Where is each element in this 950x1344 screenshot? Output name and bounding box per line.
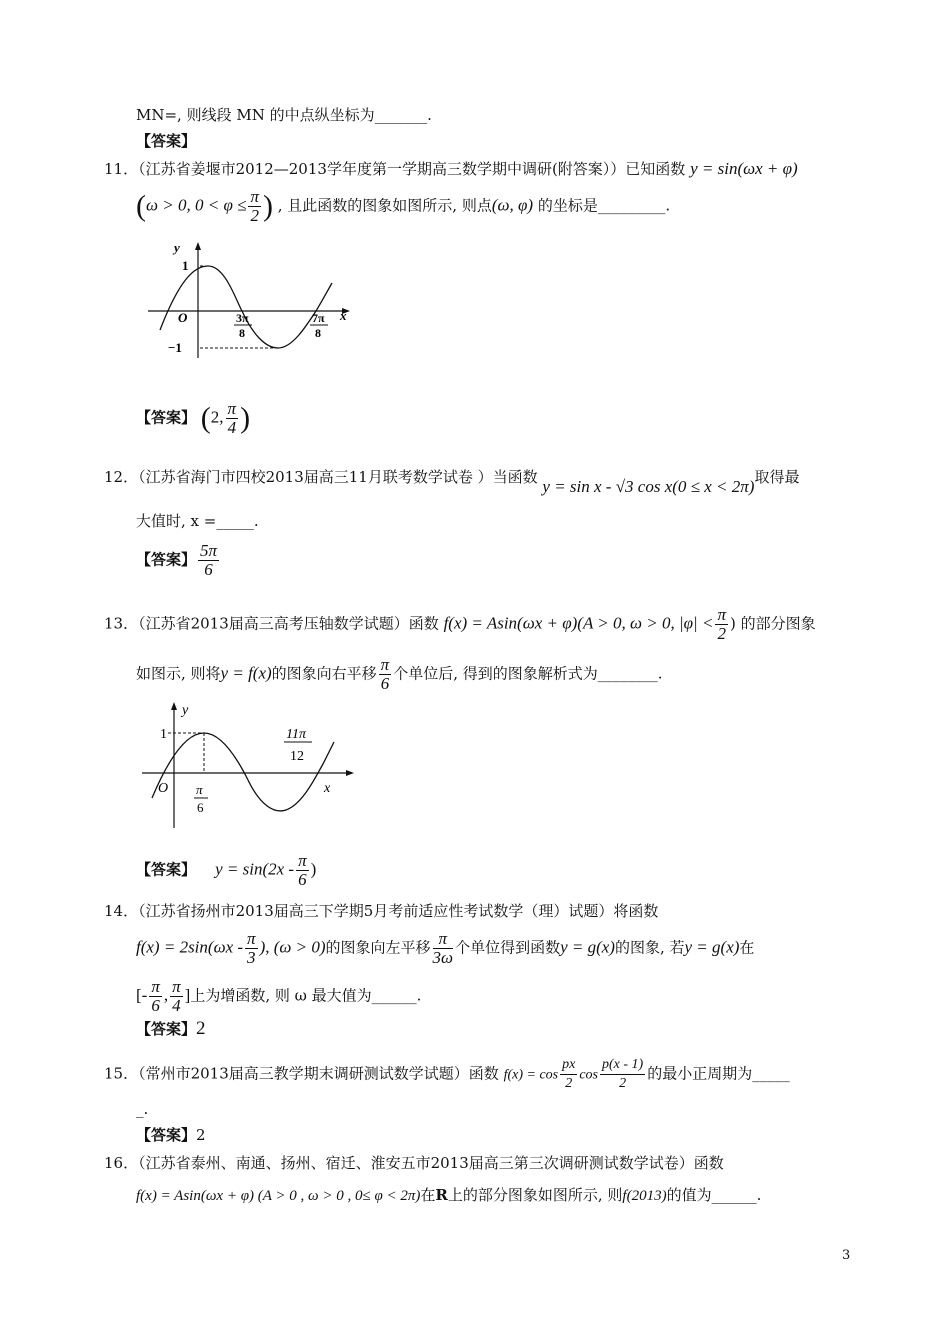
q16-number: 16． xyxy=(104,1154,139,1172)
q16-line2: f(x) = Asin(ωx + φ) (A > 0 , ω > 0 , 0≤ φ < 2π)在R上的部分图象如图所示, 则f(2013)的值为______. xyxy=(136,1186,762,1204)
q11-answer-value: 2, xyxy=(210,407,224,427)
q13-origin: O xyxy=(158,781,169,796)
q12-text2: 大值时, x =_____. xyxy=(136,512,259,530)
q15-number: 15． xyxy=(104,1064,139,1083)
q13-answer-label: 【答案】 xyxy=(136,860,197,879)
q13-text2: 如图示, 则将 xyxy=(136,664,221,683)
q11-y-label: y xyxy=(174,240,180,255)
q13-line1: 13．（江苏省2013届高三高考压轴数学试题）函数 f(x) = Asin(ωx + φ)(A > 0, ω > 0, |φ| < $\frac{\pi}{2}$ ) 的部分图象 xyxy=(104,605,816,643)
q15-answer xyxy=(136,1124,206,1145)
q13-x-label: x xyxy=(324,781,331,796)
q15-text1: 的最小正周期为_____ xyxy=(647,1064,790,1083)
q11-answer: 【答案】 (2, $\frac{\pi}{4}$ ) xyxy=(136,399,251,437)
q13-source: （江苏省2013届高三高考压轴数学试题）函数 xyxy=(138,614,439,633)
q11-text3: 的坐标是_________. xyxy=(537,196,671,215)
q14-text2: 个单位得到函数 xyxy=(455,938,561,957)
q14-line1 xyxy=(104,900,658,921)
q11-tick-3pi8-d: 8 xyxy=(239,326,245,340)
q11-text2: , 且此函数的图象如图所示, 则点 xyxy=(277,196,492,215)
q11-tick-neg1: −1 xyxy=(168,340,182,355)
q13-y-label: y xyxy=(182,703,189,718)
q13-answer-value: y = sin(2x - xyxy=(215,859,295,879)
q12-answer: 【答案】 $\frac{5\pi}{6}$ xyxy=(136,541,218,579)
q13-sine-graph xyxy=(138,700,360,832)
q11-tick-1: 1 xyxy=(182,258,189,273)
q13-answer: 【答案】 y = sin(2x - $\frac{\pi}{6}$ ) xyxy=(136,851,317,889)
q14-answer xyxy=(136,1018,206,1040)
q11-source: （江苏省姜堰市2012—2013学年度第一学期高三数学期中调研(附答案） xyxy=(138,160,611,178)
q13-number: 13． xyxy=(104,614,139,633)
q16-formula: f(x) = Asin(ωx + φ) (A > 0 , ω > 0 , 0≤ φ < 2π) xyxy=(136,1188,421,1204)
q11-tick-3pi8-n: 3π xyxy=(236,311,249,325)
q12-source: （江苏省海门市四校2013届高三11月联考数学试卷 ）当函数 xyxy=(138,468,538,486)
q16-source: （江苏省泰州、南通、扬州、宿迁、淮安五市2013届高三第三次调研测试数学试卷）函数 xyxy=(138,1154,724,1172)
q13-line2: 如图示, 则将y = f(x)的图象向右平移 $\frac{\pi}{6}$ 个单位后, 得到的图象解析式为________. xyxy=(136,655,663,693)
q14-number: 14． xyxy=(104,902,139,920)
q13-tick-11pi12-n: 11π xyxy=(286,727,306,742)
q12-line1 xyxy=(104,466,800,496)
q10-answer-label: 【答案】 xyxy=(136,132,197,150)
q14-source: （江苏省扬州市2013届高三下学期5月考前适应性考试数学（理）试题）将函数 xyxy=(138,902,659,920)
q15-text2: _. xyxy=(136,1100,149,1118)
q13-formula2: y = f(x) xyxy=(220,663,272,683)
q12-formula: y = sin x - √3 cos x(0 ≤ x < 2π) xyxy=(542,477,755,496)
q11-tick-7pi8-n: 7π xyxy=(312,311,325,325)
q11-point: (ω, φ) xyxy=(491,195,534,215)
q13-formula: f(x) = Asin(ωx + φ)(A > 0, ω > 0, |φ| < xyxy=(443,613,714,633)
q11-line1 xyxy=(104,158,798,179)
q15-line1: 15．（常州市2013届高三教学期末调研测试数学试题）函数 f(x) = cos $\frac{px}{2}$ cos $\frac{p(x - 1)}{2}$ 的最小正周期为_____ xyxy=(104,1057,790,1091)
q15-source: （常州市2013届高三教学期末调研测试数学试题）函数 xyxy=(138,1064,499,1083)
q15-answer-label: 【答案】 xyxy=(136,1126,197,1144)
q13-text3: 的图象向右平移 xyxy=(271,664,377,683)
q14-formula: f(x) = 2sin(ωx - xyxy=(136,937,244,957)
q11-x-label: x xyxy=(340,308,347,323)
q12-number: 12． xyxy=(104,468,139,486)
page-number: 3 xyxy=(842,1248,851,1263)
q14-answer-label: 【答案】 xyxy=(136,1020,197,1038)
q13-text4: 个单位后, 得到的图象解析式为________. xyxy=(393,664,663,683)
q14-text1: 的图象向左平移 xyxy=(325,938,431,957)
q11-tick-7pi8-d: 8 xyxy=(315,326,321,340)
q13-text1: ) 的部分图象 xyxy=(729,614,816,633)
q13-tick-1: 1 xyxy=(160,727,167,742)
q11-formula: y = sin(ωx + φ) xyxy=(690,159,798,178)
q12-text1: 取得最 xyxy=(754,468,800,486)
q10-tail-text: MN=, 则线段 MN 的中点纵坐标为_______. xyxy=(136,106,432,124)
q14-answer-value: 2 xyxy=(196,1018,206,1039)
q14-text5: 上为增函数, 则 ω 最大值为______. xyxy=(190,986,422,1005)
q13-tick-11pi12-d: 12 xyxy=(290,749,304,764)
q12-answer-label: 【答案】 xyxy=(136,550,197,569)
q14-line2: f(x) = 2sin(ωx - $\frac{\pi}{3}$ ), (ω > 0)的图象向左平移 $\frac{\pi}{3\omega}$ 个单位得到函数y = g(x)的图象, 若y = g(x)在 xyxy=(136,929,755,967)
q15-answer-value: 2 xyxy=(196,1126,206,1144)
q11-number: 11． xyxy=(104,160,139,178)
q11-curve xyxy=(160,266,332,348)
q13-curve xyxy=(152,733,334,811)
q11-line2: (ω > 0, 0 < φ ≤ $\frac{\pi}{2}$ ) , 且此函数的图象如图所示, 则点(ω, φ) 的坐标是_________. xyxy=(136,187,671,225)
q11-answer-label: 【答案】 xyxy=(136,408,197,427)
q13-tick-pi6-d: 6 xyxy=(197,800,204,815)
q13-tick-pi6-n: π xyxy=(196,782,203,797)
q11-condition: ω > 0, 0 < φ ≤ xyxy=(146,195,247,215)
q14-line3: [- $\frac{\pi}{6}$ , $\frac{\pi}{4}$ ]上为增函数, 则 ω 最大值为______. xyxy=(136,977,422,1015)
q11-sine-graph xyxy=(140,238,360,368)
q11-text1: ）已知函数 xyxy=(610,160,686,178)
q16-line1 xyxy=(104,1152,724,1173)
q11-origin: O xyxy=(178,310,188,325)
